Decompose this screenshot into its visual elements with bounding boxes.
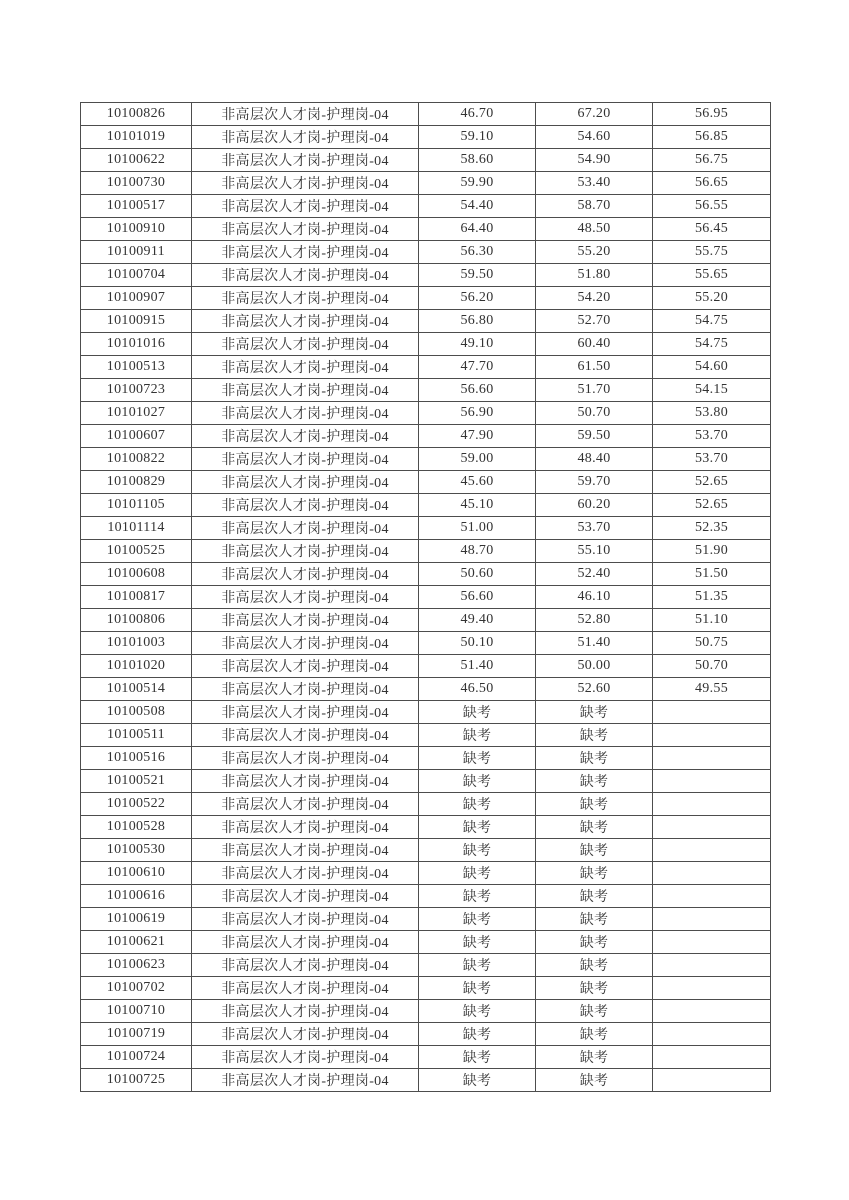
table-cell: 51.70 xyxy=(536,379,653,402)
table-cell: 10100522 xyxy=(81,793,192,816)
table-row xyxy=(81,655,771,678)
table-cell: 10100817 xyxy=(81,586,192,609)
table-cell: 51.50 xyxy=(653,563,771,586)
table-cell: 56.75 xyxy=(653,149,771,172)
table-cell: 缺考 xyxy=(536,770,653,793)
table-row xyxy=(81,954,771,977)
table-cell: 非高层次人才岗-护理岗-04 xyxy=(192,1000,419,1023)
table-cell: 缺考 xyxy=(419,839,536,862)
table-cell: 56.95 xyxy=(653,103,771,126)
table-cell: 10100724 xyxy=(81,1046,192,1069)
table-row xyxy=(81,816,771,839)
table-row xyxy=(81,448,771,471)
table-cell: 缺考 xyxy=(536,747,653,770)
table-cell: 51.40 xyxy=(419,655,536,678)
table-cell: 10100610 xyxy=(81,862,192,885)
table-cell: 非高层次人才岗-护理岗-04 xyxy=(192,103,419,126)
table-cell: 10101003 xyxy=(81,632,192,655)
table-cell: 10100621 xyxy=(81,931,192,954)
table-cell: 缺考 xyxy=(419,747,536,770)
table-cell: 51.80 xyxy=(536,264,653,287)
table-row xyxy=(81,632,771,655)
table-cell: 10100619 xyxy=(81,908,192,931)
table-cell: 非高层次人才岗-护理岗-04 xyxy=(192,678,419,701)
table-cell: 非高层次人才岗-护理岗-04 xyxy=(192,701,419,724)
table-cell: 10101114 xyxy=(81,517,192,540)
table-row xyxy=(81,770,771,793)
table-cell: 45.10 xyxy=(419,494,536,517)
table-row xyxy=(81,195,771,218)
table-cell: 50.75 xyxy=(653,632,771,655)
table-row xyxy=(81,517,771,540)
table-cell: 非高层次人才岗-护理岗-04 xyxy=(192,218,419,241)
table-cell: 10100826 xyxy=(81,103,192,126)
table-row xyxy=(81,494,771,517)
table-cell: 10100516 xyxy=(81,747,192,770)
table-cell: 非高层次人才岗-护理岗-04 xyxy=(192,241,419,264)
table-row xyxy=(81,126,771,149)
table-cell: 51.40 xyxy=(536,632,653,655)
table-cell: 10100723 xyxy=(81,379,192,402)
table-cell: 55.75 xyxy=(653,241,771,264)
table-cell: 10100806 xyxy=(81,609,192,632)
table-cell: 52.35 xyxy=(653,517,771,540)
table-cell: 52.70 xyxy=(536,310,653,333)
table-cell: 10100915 xyxy=(81,310,192,333)
table-cell: 53.70 xyxy=(536,517,653,540)
table-cell: 59.50 xyxy=(536,425,653,448)
table-row xyxy=(81,724,771,747)
table-cell: 59.50 xyxy=(419,264,536,287)
table-row xyxy=(81,1000,771,1023)
table-cell: 51.90 xyxy=(653,540,771,563)
table-cell: 非高层次人才岗-护理岗-04 xyxy=(192,586,419,609)
table-cell: 10100710 xyxy=(81,1000,192,1023)
table-cell: 非高层次人才岗-护理岗-04 xyxy=(192,839,419,862)
table-row xyxy=(81,609,771,632)
table-cell: 59.70 xyxy=(536,471,653,494)
table-cell: 非高层次人才岗-护理岗-04 xyxy=(192,448,419,471)
table-cell: 缺考 xyxy=(419,793,536,816)
table-cell: 非高层次人才岗-护理岗-04 xyxy=(192,264,419,287)
table-cell: 缺考 xyxy=(419,1069,536,1092)
table-cell: 10100528 xyxy=(81,816,192,839)
table-row xyxy=(81,563,771,586)
table-cell: 56.60 xyxy=(419,586,536,609)
table-cell: 56.55 xyxy=(653,195,771,218)
table-cell: 10100521 xyxy=(81,770,192,793)
table-cell: 非高层次人才岗-护理岗-04 xyxy=(192,333,419,356)
table-cell: 54.60 xyxy=(653,356,771,379)
table-cell: 54.75 xyxy=(653,333,771,356)
table-cell: 56.80 xyxy=(419,310,536,333)
table-cell: 56.45 xyxy=(653,218,771,241)
table-cell: 非高层次人才岗-护理岗-04 xyxy=(192,816,419,839)
table-row xyxy=(81,1046,771,1069)
table-cell: 缺考 xyxy=(419,862,536,885)
table-cell: 非高层次人才岗-护理岗-04 xyxy=(192,632,419,655)
table-cell: 10101105 xyxy=(81,494,192,517)
score-table-body xyxy=(81,103,771,1092)
table-cell: 60.40 xyxy=(536,333,653,356)
table-cell: 56.85 xyxy=(653,126,771,149)
table-cell: 非高层次人才岗-护理岗-04 xyxy=(192,540,419,563)
table-cell: 48.50 xyxy=(536,218,653,241)
table-cell: 53.40 xyxy=(536,172,653,195)
table-cell: 58.70 xyxy=(536,195,653,218)
table-cell: 52.80 xyxy=(536,609,653,632)
table-cell: 缺考 xyxy=(536,954,653,977)
table-cell: 缺考 xyxy=(536,1046,653,1069)
table-cell: 50.60 xyxy=(419,563,536,586)
table-cell: 缺考 xyxy=(536,1000,653,1023)
table-cell: 54.15 xyxy=(653,379,771,402)
table-cell xyxy=(653,977,771,1000)
table-cell xyxy=(653,793,771,816)
table-cell: 48.40 xyxy=(536,448,653,471)
table-cell: 缺考 xyxy=(536,1069,653,1092)
table-cell: 缺考 xyxy=(536,977,653,1000)
table-row xyxy=(81,885,771,908)
table-cell: 缺考 xyxy=(536,816,653,839)
table-cell: 60.20 xyxy=(536,494,653,517)
table-row xyxy=(81,287,771,310)
table-row xyxy=(81,172,771,195)
table-cell: 46.50 xyxy=(419,678,536,701)
table-cell: 10100616 xyxy=(81,885,192,908)
table-cell: 54.90 xyxy=(536,149,653,172)
table-cell xyxy=(653,1069,771,1092)
table-cell: 非高层次人才岗-护理岗-04 xyxy=(192,517,419,540)
table-cell: 缺考 xyxy=(536,908,653,931)
table-cell: 49.10 xyxy=(419,333,536,356)
table-cell: 非高层次人才岗-护理岗-04 xyxy=(192,126,419,149)
table-cell: 48.70 xyxy=(419,540,536,563)
table-cell xyxy=(653,701,771,724)
table-cell: 49.55 xyxy=(653,678,771,701)
table-row xyxy=(81,1023,771,1046)
table-row xyxy=(81,793,771,816)
table-cell: 54.75 xyxy=(653,310,771,333)
table-cell: 非高层次人才岗-护理岗-04 xyxy=(192,356,419,379)
table-cell: 非高层次人才岗-护理岗-04 xyxy=(192,770,419,793)
table-cell: 10100514 xyxy=(81,678,192,701)
table-cell: 缺考 xyxy=(536,724,653,747)
table-cell: 缺考 xyxy=(419,816,536,839)
table-cell: 10100517 xyxy=(81,195,192,218)
table-row xyxy=(81,701,771,724)
table-row xyxy=(81,931,771,954)
table-cell: 56.60 xyxy=(419,379,536,402)
table-cell: 10100608 xyxy=(81,563,192,586)
table-cell: 非高层次人才岗-护理岗-04 xyxy=(192,379,419,402)
table-row xyxy=(81,540,771,563)
table-cell: 56.30 xyxy=(419,241,536,264)
table-cell xyxy=(653,931,771,954)
table-cell: 非高层次人才岗-护理岗-04 xyxy=(192,310,419,333)
table-row xyxy=(81,218,771,241)
table-cell: 51.10 xyxy=(653,609,771,632)
table-cell: 10101019 xyxy=(81,126,192,149)
table-cell: 50.70 xyxy=(536,402,653,425)
table-cell: 54.60 xyxy=(536,126,653,149)
table-cell: 49.40 xyxy=(419,609,536,632)
table-cell: 非高层次人才岗-护理岗-04 xyxy=(192,195,419,218)
table-cell: 45.60 xyxy=(419,471,536,494)
table-cell: 缺考 xyxy=(536,885,653,908)
table-cell: 51.00 xyxy=(419,517,536,540)
table-cell: 47.90 xyxy=(419,425,536,448)
table-cell: 缺考 xyxy=(419,1046,536,1069)
table-cell xyxy=(653,839,771,862)
table-cell: 非高层次人才岗-护理岗-04 xyxy=(192,609,419,632)
table-cell: 58.60 xyxy=(419,149,536,172)
table-row xyxy=(81,310,771,333)
table-row xyxy=(81,402,771,425)
table-row xyxy=(81,241,771,264)
table-cell: 50.10 xyxy=(419,632,536,655)
table-cell: 59.10 xyxy=(419,126,536,149)
table-cell: 55.10 xyxy=(536,540,653,563)
table-cell: 非高层次人才岗-护理岗-04 xyxy=(192,977,419,1000)
table-cell: 缺考 xyxy=(419,931,536,954)
table-cell: 非高层次人才岗-护理岗-04 xyxy=(192,954,419,977)
table-cell: 10100511 xyxy=(81,724,192,747)
table-cell: 缺考 xyxy=(536,931,653,954)
table-cell: 46.10 xyxy=(536,586,653,609)
table-cell: 10101027 xyxy=(81,402,192,425)
table-cell: 56.90 xyxy=(419,402,536,425)
table-cell: 非高层次人才岗-护理岗-04 xyxy=(192,425,419,448)
table-cell: 非高层次人才岗-护理岗-04 xyxy=(192,563,419,586)
table-cell: 56.65 xyxy=(653,172,771,195)
table-row xyxy=(81,1069,771,1092)
table-cell: 53.70 xyxy=(653,448,771,471)
table-cell: 非高层次人才岗-护理岗-04 xyxy=(192,402,419,425)
table-cell: 10100725 xyxy=(81,1069,192,1092)
table-row xyxy=(81,977,771,1000)
table-cell: 10100508 xyxy=(81,701,192,724)
table-cell: 非高层次人才岗-护理岗-04 xyxy=(192,724,419,747)
table-cell: 52.65 xyxy=(653,471,771,494)
table-row xyxy=(81,862,771,885)
table-cell xyxy=(653,1023,771,1046)
table-cell: 缺考 xyxy=(536,1023,653,1046)
table-cell: 47.70 xyxy=(419,356,536,379)
table-cell: 10100704 xyxy=(81,264,192,287)
table-cell: 10100530 xyxy=(81,839,192,862)
table-cell: 非高层次人才岗-护理岗-04 xyxy=(192,885,419,908)
table-cell: 10100525 xyxy=(81,540,192,563)
table-row xyxy=(81,264,771,287)
table-cell: 46.70 xyxy=(419,103,536,126)
table-cell: 59.00 xyxy=(419,448,536,471)
table-cell: 52.60 xyxy=(536,678,653,701)
table-cell: 67.20 xyxy=(536,103,653,126)
table-cell xyxy=(653,724,771,747)
table-cell: 53.80 xyxy=(653,402,771,425)
table-cell: 非高层次人才岗-护理岗-04 xyxy=(192,172,419,195)
table-cell: 10100911 xyxy=(81,241,192,264)
table-cell: 61.50 xyxy=(536,356,653,379)
score-table xyxy=(80,102,771,1092)
table-cell: 缺考 xyxy=(419,701,536,724)
table-cell xyxy=(653,770,771,793)
table-row xyxy=(81,379,771,402)
table-cell: 缺考 xyxy=(419,724,536,747)
table-cell: 缺考 xyxy=(536,701,653,724)
table-cell: 非高层次人才岗-护理岗-04 xyxy=(192,1023,419,1046)
table-cell: 10100910 xyxy=(81,218,192,241)
table-row xyxy=(81,356,771,379)
table-row xyxy=(81,103,771,126)
table-cell: 缺考 xyxy=(419,885,536,908)
table-cell: 缺考 xyxy=(419,770,536,793)
table-row xyxy=(81,149,771,172)
table-cell: 10100719 xyxy=(81,1023,192,1046)
table-cell: 非高层次人才岗-护理岗-04 xyxy=(192,471,419,494)
table-cell xyxy=(653,862,771,885)
table-cell xyxy=(653,747,771,770)
table-row xyxy=(81,333,771,356)
table-cell: 53.70 xyxy=(653,425,771,448)
table-cell: 缺考 xyxy=(419,954,536,977)
table-cell: 10100702 xyxy=(81,977,192,1000)
table-cell: 64.40 xyxy=(419,218,536,241)
table-cell: 缺考 xyxy=(536,839,653,862)
table-row xyxy=(81,586,771,609)
table-cell: 非高层次人才岗-护理岗-04 xyxy=(192,793,419,816)
table-cell: 非高层次人才岗-护理岗-04 xyxy=(192,908,419,931)
table-cell: 10101016 xyxy=(81,333,192,356)
table-cell: 非高层次人才岗-护理岗-04 xyxy=(192,149,419,172)
table-cell: 缺考 xyxy=(419,908,536,931)
table-cell: 50.70 xyxy=(653,655,771,678)
table-cell xyxy=(653,954,771,977)
table-row xyxy=(81,908,771,931)
table-cell: 非高层次人才岗-护理岗-04 xyxy=(192,1046,419,1069)
table-cell: 缺考 xyxy=(419,977,536,1000)
table-cell: 缺考 xyxy=(419,1000,536,1023)
table-cell: 55.20 xyxy=(653,287,771,310)
table-cell: 50.00 xyxy=(536,655,653,678)
table-cell: 10100607 xyxy=(81,425,192,448)
table-cell: 非高层次人才岗-护理岗-04 xyxy=(192,931,419,954)
table-cell xyxy=(653,908,771,931)
table-cell: 缺考 xyxy=(536,793,653,816)
table-cell: 非高层次人才岗-护理岗-04 xyxy=(192,287,419,310)
table-row xyxy=(81,471,771,494)
table-cell: 10100907 xyxy=(81,287,192,310)
table-row xyxy=(81,425,771,448)
table-cell: 56.20 xyxy=(419,287,536,310)
table-cell: 非高层次人才岗-护理岗-04 xyxy=(192,494,419,517)
table-cell: 59.90 xyxy=(419,172,536,195)
table-cell: 55.65 xyxy=(653,264,771,287)
table-cell: 55.20 xyxy=(536,241,653,264)
table-row xyxy=(81,747,771,770)
table-cell: 缺考 xyxy=(536,862,653,885)
table-row xyxy=(81,678,771,701)
table-cell: 非高层次人才岗-护理岗-04 xyxy=(192,747,419,770)
table-cell: 10100822 xyxy=(81,448,192,471)
table-cell: 51.35 xyxy=(653,586,771,609)
table-cell xyxy=(653,816,771,839)
table-cell: 10100829 xyxy=(81,471,192,494)
table-row xyxy=(81,839,771,862)
table-cell: 52.40 xyxy=(536,563,653,586)
table-cell: 10100513 xyxy=(81,356,192,379)
table-cell: 非高层次人才岗-护理岗-04 xyxy=(192,655,419,678)
table-cell: 非高层次人才岗-护理岗-04 xyxy=(192,1069,419,1092)
table-cell: 10100622 xyxy=(81,149,192,172)
table-cell: 52.65 xyxy=(653,494,771,517)
table-cell xyxy=(653,885,771,908)
table-cell: 缺考 xyxy=(419,1023,536,1046)
table-cell: 10101020 xyxy=(81,655,192,678)
table-cell: 10100623 xyxy=(81,954,192,977)
table-cell xyxy=(653,1000,771,1023)
table-cell: 54.40 xyxy=(419,195,536,218)
table-cell: 54.20 xyxy=(536,287,653,310)
table-cell: 非高层次人才岗-护理岗-04 xyxy=(192,862,419,885)
table-cell: 10100730 xyxy=(81,172,192,195)
table-cell xyxy=(653,1046,771,1069)
